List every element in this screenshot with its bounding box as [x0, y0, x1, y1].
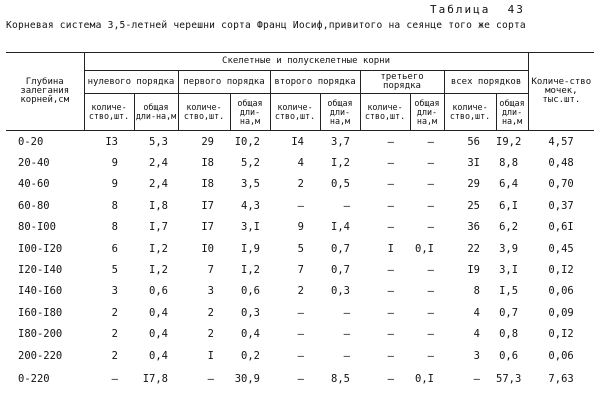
cell-c0: 5 [111, 264, 118, 277]
cell-l3: – [427, 328, 434, 341]
cell-depth: 40-60 [18, 178, 50, 191]
cell-l3: – [427, 221, 434, 234]
table-row [6, 259, 594, 280]
cell-r: 7,63 [548, 373, 574, 386]
cell-c1: 2 [207, 328, 214, 341]
table-row [6, 131, 594, 153]
cell-l3: – [427, 199, 434, 212]
table-row [6, 238, 594, 259]
cell-c0: 3 [111, 285, 118, 298]
table-caption: Корневая система 3,5-летней черешни сорта Франц Иосиф,привитого на сеянце того же сорта [6, 20, 526, 31]
cell-c0: 2 [111, 349, 118, 362]
cell-l1: 0,4 [241, 328, 260, 341]
cell-c0: I3 [105, 135, 118, 148]
cell-c4: 56 [467, 135, 480, 148]
cell-c3: – [387, 306, 394, 319]
cell-r: 0,09 [548, 306, 574, 319]
cell-l1: I,9 [241, 242, 260, 255]
table-row [6, 324, 594, 345]
cell-c1: – [207, 373, 214, 386]
cell-l4: 0,8 [499, 328, 519, 341]
table-row [6, 195, 594, 216]
cell-l3: 0,I [415, 373, 434, 386]
cell-r: 0,6I [548, 221, 574, 234]
cell-c4: 25 [467, 199, 480, 212]
cell-depth: 0-220 [18, 373, 50, 386]
header-order-2: второго порядка [270, 71, 360, 94]
cell-l4: 6,I [499, 199, 519, 212]
cell-l2: 3,7 [331, 135, 350, 148]
cell-c4: 8 [473, 285, 480, 298]
cell-c4: I9 [467, 264, 480, 277]
cell-c2: – [297, 328, 304, 341]
cell-c0: 8 [111, 199, 118, 212]
cell-r: 0,06 [548, 285, 574, 298]
cell-c3: – [387, 178, 394, 191]
header-length: общая дли-на,м [320, 94, 360, 131]
cell-c2: – [297, 373, 304, 386]
cell-l2: 0,7 [331, 242, 350, 255]
cell-l3: – [427, 135, 434, 148]
cell-l4: 0,7 [499, 306, 519, 319]
cell-c4: 4 [473, 328, 480, 341]
cell-depth: I60-I80 [18, 306, 63, 319]
cell-c3: – [387, 349, 394, 362]
cell-l2: – [343, 199, 350, 212]
cell-l0: 2,4 [149, 157, 168, 170]
cell-l2: – [343, 349, 350, 362]
cell-l1: 3,5 [241, 178, 260, 191]
cell-l0: 0,4 [149, 306, 168, 319]
table-label [430, 3, 525, 16]
cell-c2: 7 [297, 264, 304, 277]
cell-c2: – [297, 349, 304, 362]
cell-l4: 3,I [499, 264, 519, 277]
cell-l2: 8,5 [331, 373, 350, 386]
header-count: количе-ство,шт. [270, 94, 320, 131]
header-length: общая дли-на,м [230, 94, 270, 131]
cell-c0: 9 [111, 178, 118, 191]
total-row [6, 366, 594, 392]
header-order-3: третьего порядка [360, 71, 444, 94]
cell-c2: – [297, 306, 304, 319]
cell-depth: I40-I60 [18, 285, 63, 298]
cell-l2: 0,7 [331, 264, 350, 277]
cell-c0: 8 [111, 221, 118, 234]
cell-l4: 8,8 [499, 157, 519, 170]
cell-r: 0,48 [548, 157, 574, 170]
table-row [6, 281, 594, 302]
cell-c1: 29 [201, 135, 214, 148]
cell-r: 0,45 [548, 242, 574, 255]
cell-c3: – [387, 264, 394, 277]
cell-l4: 0,6 [499, 349, 519, 362]
cell-c3: – [387, 135, 394, 148]
header-skeletal-group: Скелетные и полускелетные корни [84, 53, 528, 71]
cell-l1: 5,2 [241, 157, 260, 170]
cell-l3: – [427, 306, 434, 319]
cell-l1: I0,2 [234, 135, 260, 148]
cell-l2: – [343, 328, 350, 341]
header-length: общая дли-на,м [134, 94, 178, 131]
cell-c4: 36 [467, 221, 480, 234]
cell-l4: 3,9 [499, 242, 519, 255]
cell-c1: I [207, 349, 214, 362]
cell-r: 0,70 [548, 178, 574, 191]
cell-depth: I00-I20 [18, 242, 63, 255]
header-count: количе-ство,шт. [360, 94, 410, 131]
cell-l3: – [427, 349, 434, 362]
cell-depth: 20-40 [18, 157, 50, 170]
cell-c2: 5 [297, 242, 304, 255]
cell-l3: – [427, 178, 434, 191]
cell-l0: I,2 [149, 264, 168, 277]
cell-l0: 0,4 [149, 349, 168, 362]
cell-c4: 3 [473, 349, 480, 362]
cell-l0: 0,4 [149, 328, 168, 341]
cell-c1: I8 [201, 178, 214, 191]
cell-l3: – [427, 264, 434, 277]
cell-r: 0,06 [548, 349, 574, 362]
cell-l3: 0,I [415, 242, 434, 255]
header-length: общая дли-на,м [410, 94, 444, 131]
cell-l1: 0,6 [241, 285, 260, 298]
cell-c1: 2 [207, 306, 214, 319]
header-count: количе-ство,шт. [178, 94, 230, 131]
cell-c3: – [387, 221, 394, 234]
cell-l1: 3,I [241, 221, 260, 234]
header-count: количе-ство,шт. [84, 94, 134, 131]
cell-depth: 80-I00 [18, 221, 56, 234]
cell-c2: 4 [297, 157, 304, 170]
header-length: общая дли-на,м [496, 94, 528, 131]
cell-l4: I9,2 [496, 135, 522, 148]
header-order-1: первого порядка [178, 71, 270, 94]
cell-l0: 0,6 [149, 285, 168, 298]
cell-c3: I [387, 242, 394, 255]
header-order-0: нулевого порядка [84, 71, 178, 94]
cell-depth: I80-200 [18, 328, 63, 341]
cell-c2: – [297, 199, 304, 212]
cell-l4: I,5 [499, 285, 519, 298]
header-count: количе-ство,шт. [444, 94, 496, 131]
cell-r: 0,37 [548, 199, 574, 212]
table-header [6, 53, 594, 131]
cell-l0: I,8 [149, 199, 168, 212]
cell-l2: I,2 [331, 157, 350, 170]
table-row [6, 217, 594, 238]
root-system-table [6, 52, 594, 392]
cell-l3: – [427, 157, 434, 170]
cell-l1: I,2 [241, 264, 260, 277]
cell-c4: 29 [467, 178, 480, 191]
cell-c2: 2 [297, 285, 304, 298]
cell-l1: 0,2 [241, 349, 260, 362]
cell-l0: I,7 [149, 221, 168, 234]
cell-r: 4,57 [548, 135, 574, 148]
cell-c2: I4 [291, 135, 304, 148]
cell-c1: I7 [201, 221, 214, 234]
header-depth: Глубина залегания корней,см [6, 53, 84, 131]
cell-l2: 0,5 [331, 178, 350, 191]
cell-l4: 6,2 [499, 221, 519, 234]
cell-depth: 0-20 [18, 135, 44, 148]
cell-c3: – [387, 157, 394, 170]
cell-l0: 2,4 [149, 178, 168, 191]
cell-l0: 5,3 [149, 135, 168, 148]
cell-c3: – [387, 285, 394, 298]
cell-c0: 2 [111, 328, 118, 341]
cell-l3: – [427, 285, 434, 298]
cell-c1: I8 [201, 157, 214, 170]
header-fibrous-roots: Количе-ство мочек, тыс.шт. [528, 53, 594, 131]
cell-l4: 57,3 [496, 373, 522, 386]
cell-l4: 6,4 [499, 178, 519, 191]
cell-c1: I7 [201, 199, 214, 212]
cell-l2: I,4 [331, 221, 350, 234]
header-order-all: всех порядков [444, 71, 528, 94]
cell-l2: – [343, 306, 350, 319]
cell-c1: 3 [207, 285, 214, 298]
cell-c1: 7 [207, 264, 214, 277]
table-row [6, 302, 594, 323]
cell-l0: I7,8 [142, 373, 168, 386]
cell-c0: – [111, 373, 118, 386]
table-body [6, 131, 594, 393]
cell-c0: 6 [111, 242, 118, 255]
cell-l1: 0,3 [241, 306, 260, 319]
cell-l1: 4,3 [241, 199, 260, 212]
cell-c4: 4 [473, 306, 480, 319]
cell-c4: 3I [467, 157, 480, 170]
cell-r: 0,I2 [548, 264, 574, 277]
table-row [6, 345, 594, 366]
table-row [6, 152, 594, 173]
table-label-word: Таблица [430, 3, 491, 16]
cell-depth: 200-220 [18, 349, 63, 362]
cell-c4: – [473, 373, 480, 386]
cell-c2: 9 [297, 221, 304, 234]
cell-l0: I,2 [149, 242, 168, 255]
cell-l1: 30,9 [234, 373, 260, 386]
cell-r: 0,I2 [548, 328, 574, 341]
cell-c2: 2 [297, 178, 304, 191]
cell-c3: – [387, 373, 394, 386]
cell-c4: 22 [467, 242, 480, 255]
cell-l2: 0,3 [331, 285, 350, 298]
cell-c3: – [387, 328, 394, 341]
cell-c3: – [387, 199, 394, 212]
cell-depth: I20-I40 [18, 264, 63, 277]
table-row [6, 174, 594, 195]
cell-depth: 60-80 [18, 199, 50, 212]
cell-c0: 9 [111, 157, 118, 170]
cell-c1: I0 [201, 242, 214, 255]
table-number: 43 [507, 3, 525, 16]
cell-c0: 2 [111, 306, 118, 319]
